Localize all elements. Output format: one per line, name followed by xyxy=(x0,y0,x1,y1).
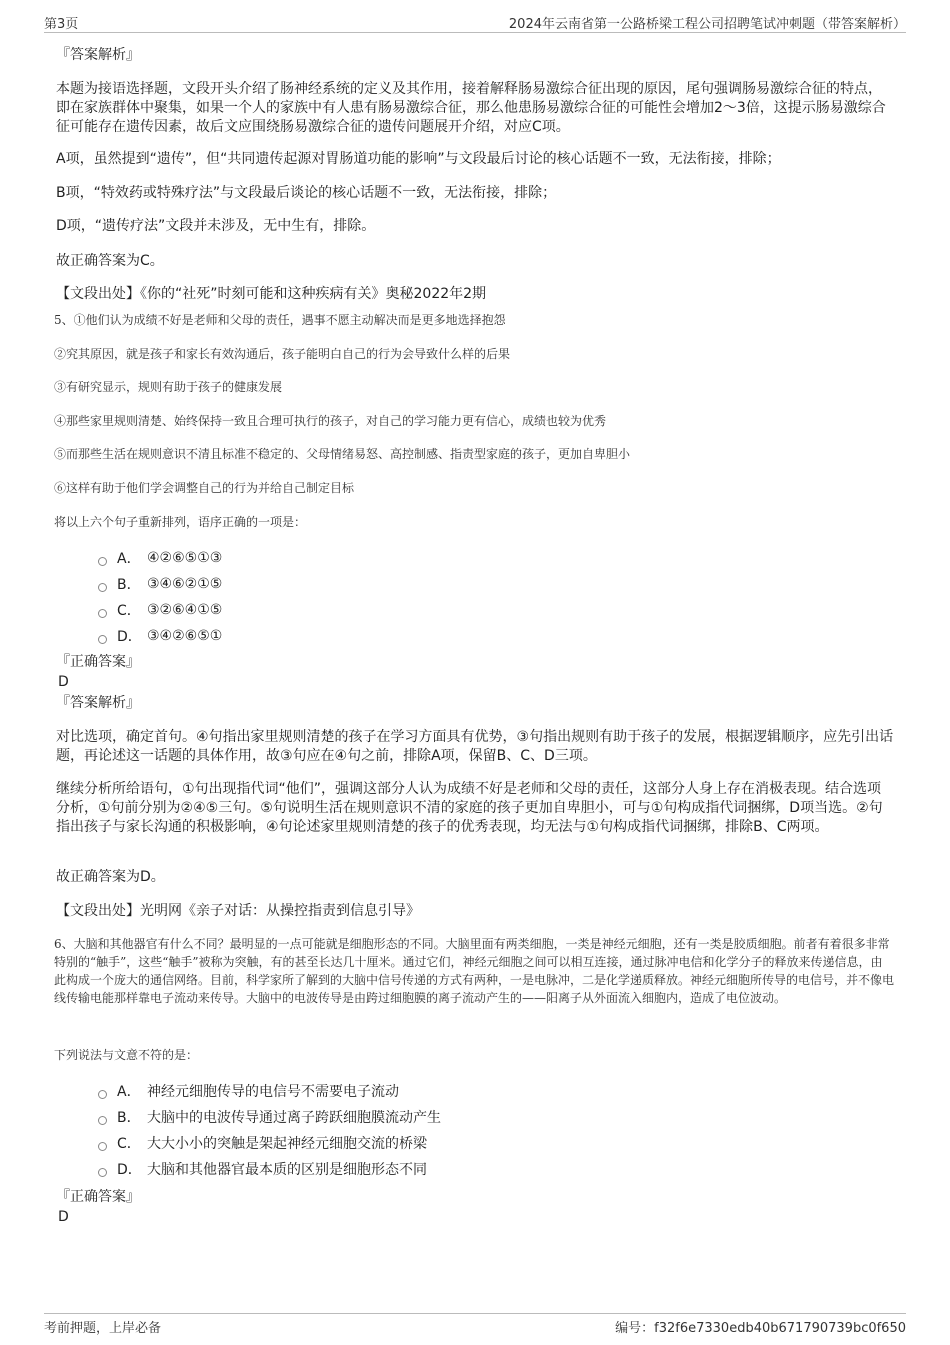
question-stem: 6、大脑和其他器官有什么不同？最明显的一点可能就是细胞形态的不同。大脑里面有两类细胞，一类是神经元细胞，还有一类是胶质细胞。前者有着很多非常特别的“触手”，这些“触手”被称为突触，有的甚至长达几十厘米。通过它们，神经元细胞之间可以相互连接，通过脉冲电信和化学分子的释放来传递信息，由此构成一个庞大的通信网络。目前，科学家所了解到的大脑中信号传递的方式有两种，一是电脉冲，二是化学递质释放。神经元细胞所传导的电信号，并不像电线传输电能那样靠电子流动来传导。大脑中的电波传导是由跨过细胞膜的离子流动产生的——阳离子从外面流入细胞内，造成了电位波动。 xyxy=(54,937,895,1005)
radio-icon[interactable] xyxy=(98,557,107,566)
analysis-paragraph: 对比选项，确定首句。④句指出家里规则清楚的孩子在学习方面具有优势，③句指出规则有助于孩子的发展，根据逻辑顺序，应先引出话题，再论述这一话题的具体作用，故③句应在④句之前，排除A项，保留B、C、D三项。 xyxy=(56,729,894,764)
radio-icon[interactable] xyxy=(98,583,107,592)
question-sentence: ②究其原因，就是孩子和家长有效沟通后，孩子能明白自己的行为会导致什么样的后果 xyxy=(54,347,511,361)
analysis-paragraph: 继续分析所给语句，①句出现指代词“他们”，强调这部分人认为成绩不好是老师和父母的责任，这部分人身上存在消极表现。结合选项分析，①句前分别为②④⑤三句。⑤句说明生活在规则意识不清的家庭的孩子更加自卑胆小，可与①句构成指代词捆绑，D项当选。②句指出孩子与家长沟通的积极影响，④句论述家里规则清楚的孩子的优秀表现，均无法与①句构成指代词捆绑，排除B、C两项。 xyxy=(56,781,883,835)
source-citation: 【文段出处】《你的“社死”时刻可能和这种疾病有关》奥秘2022年2期 xyxy=(56,286,487,302)
page-header xyxy=(44,12,906,33)
question-prompt: 下列说法与文意不符的是： xyxy=(54,1048,199,1062)
question-sentence: 5、①他们认为成绩不好是老师和父母的责任，遇事不愿主动解决而是更多地选择抱怨 xyxy=(54,313,506,327)
option-a[interactable]: A． 神经元细胞传导的电信号不需要电子流动 xyxy=(98,1078,441,1104)
analysis-label: 『答案解析』 xyxy=(56,47,140,63)
correct-answer: D xyxy=(58,1209,69,1225)
radio-icon[interactable] xyxy=(98,1116,107,1125)
page-footer xyxy=(44,1313,906,1336)
correct-answer-label: 『正确答案』 xyxy=(56,1189,140,1205)
analysis-paragraph: 本题为接语选择题，文段开头介绍了肠神经系统的定义及其作用，接着解释肠易激综合征出现的原因，尾句强调肠易激综合征的特点，即在家族群体中聚集，如果一个人的家族中有人患有肠易激综合征，那么他患肠易激综合征的可能性会增加2～3倍，这提示肠易激综合征可能存在遗传因素，故后文应围绕肠易激综合征的遗传问题展开介绍，对应C项。 xyxy=(56,81,886,135)
q6-options xyxy=(98,1078,441,1182)
document-id: 编号：f32f6e7330edb40b671790739bc0f650 xyxy=(615,1321,906,1336)
question-sentence: ⑥这样有助于他们学会调整自己的行为并给自己制定目标 xyxy=(54,481,355,495)
option-a[interactable]: A． ④②⑥⑤①③ xyxy=(98,545,222,571)
option-c[interactable]: C． ③②⑥④①⑤ xyxy=(98,597,222,623)
analysis-paragraph: D项，“遗传疗法”文段并未涉及，无中生有，排除。 xyxy=(56,218,376,234)
question-sentence: ③有研究显示，规则有助于孩子的健康发展 xyxy=(54,380,283,394)
question-sentence: ④那些家里规则清楚、始终保持一致且合理可执行的孩子，对自己的学习能力更有信心，成绩也较为优秀 xyxy=(54,414,607,428)
option-b[interactable]: B． ③④⑥②①⑤ xyxy=(98,571,222,597)
question-sentence: ⑤而那些生活在规则意识不清且标准不稳定的、父母情绪易怒、高控制感、指责型家庭的孩子，更加自卑胆小 xyxy=(54,447,631,461)
analysis-paragraph: B项，“特效药或特殊疗法”与文段最后谈论的核心话题不一致，无法衔接，排除； xyxy=(56,185,557,201)
footer-slogan: 考前押题，上岸必备 xyxy=(44,1321,162,1336)
q5-options xyxy=(98,545,222,649)
question-prompt: 将以上六个句子重新排列，语序正确的一项是： xyxy=(54,515,307,529)
analysis-paragraph: A项，虽然提到“遗传”，但“共同遗传起源对胃肠道功能的影响”与文段最后讨论的核心话题不一致，无法衔接，排除； xyxy=(56,151,781,167)
answer-conclusion: 故正确答案为C。 xyxy=(56,253,164,269)
radio-icon[interactable] xyxy=(98,609,107,618)
radio-icon[interactable] xyxy=(98,1090,107,1099)
correct-answer: D xyxy=(58,674,69,690)
correct-answer-label: 『正确答案』 xyxy=(56,654,140,670)
option-d[interactable]: D． 大脑和其他器官最本质的区别是细胞形态不同 xyxy=(98,1156,441,1182)
radio-icon[interactable] xyxy=(98,1168,107,1177)
answer-conclusion: 故正确答案为D。 xyxy=(56,869,165,885)
page-number: 第3页 xyxy=(44,16,79,32)
analysis-label: 『答案解析』 xyxy=(56,695,140,711)
option-c[interactable]: C． 大大小小的突触是架起神经元细胞交流的桥梁 xyxy=(98,1130,441,1156)
option-d[interactable]: D． ③④②⑥⑤① xyxy=(98,623,222,649)
source-citation: 【文段出处】光明网《亲子对话：从操控指责到信息引导》 xyxy=(56,903,420,919)
document-title: 2024年云南省第一公路桥梁工程公司招聘笔试冲刺题（带答案解析） xyxy=(508,16,906,32)
radio-icon[interactable] xyxy=(98,635,107,644)
radio-icon[interactable] xyxy=(98,1142,107,1151)
option-b[interactable]: B． 大脑中的电波传导通过离子跨跃细胞膜流动产生 xyxy=(98,1104,441,1130)
